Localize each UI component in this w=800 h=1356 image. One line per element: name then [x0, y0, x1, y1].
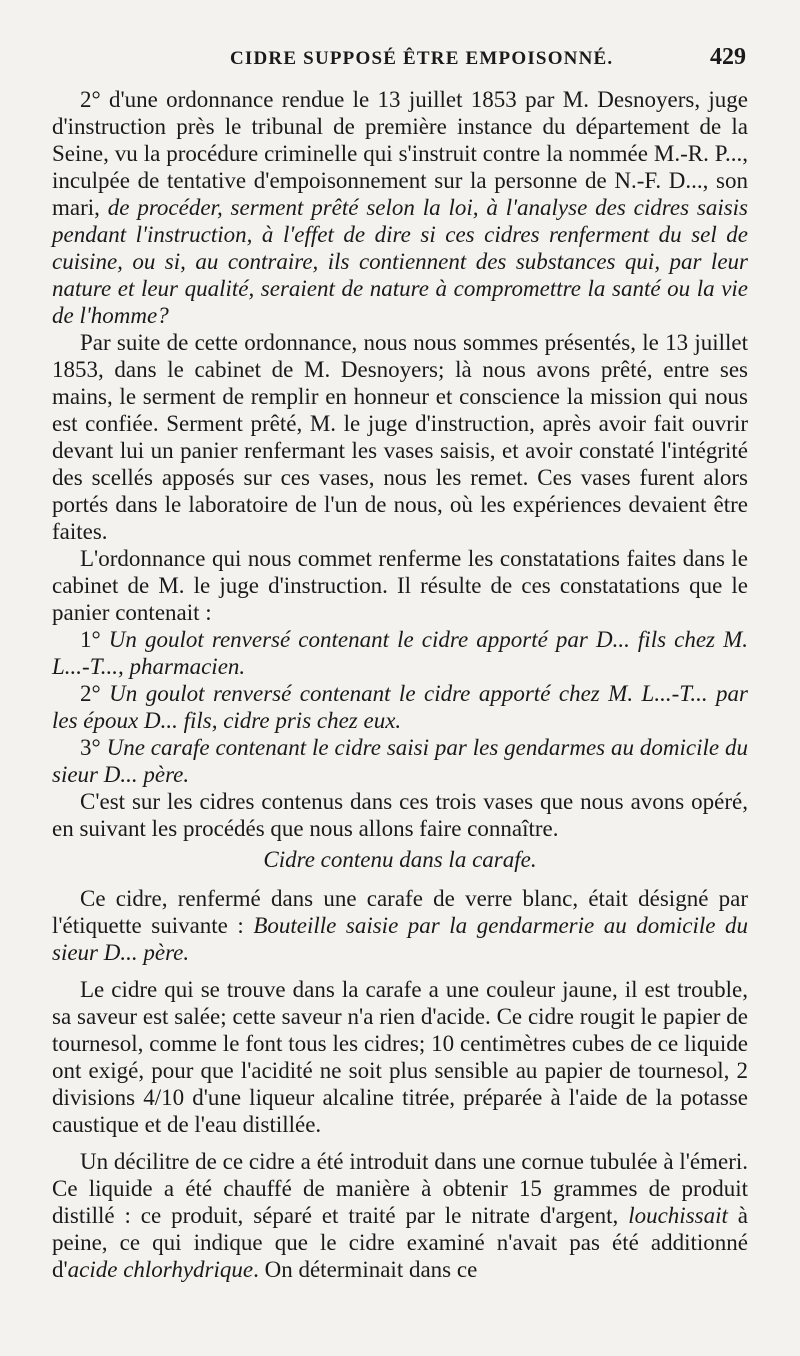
list-item-1-text: Un goulot renversé contenant le cidre apporté par D... fils chez M. L...-T..., pharmacien.	[52, 627, 748, 679]
list-item-2-number: 2°	[80, 681, 110, 706]
paragraph-decilitre-part-a: Un décilitre de ce cidre a été introduit dans une cornue tubulée à l'émeri. Ce liquide a été chauffé de manière à obtenir 15 grammes de produit distillé : ce produit, séparé et traité par le nitrate d'argent,	[52, 1149, 748, 1228]
paragraph-decilitre-italic-acide: acide chlorhydrique	[67, 1257, 254, 1282]
paragraph-couleur: Le cidre qui se trouve dans la carafe a une couleur jaune, il est trouble, sa saveur est salée; cette saveur n'a rien d'acide. Ce cidre rougit le papier de tournesol, comme le font tous les cidres; 10 centimètres cubes de ce liquide ont exigé, pour que l'acidité ne soit plus sensible au papier de tournesol, 2 divisions 4/10 d'une liqueur alcaline titrée, préparée à l'aide de la potasse caustique et de l'eau distillée.	[52, 977, 748, 1137]
paragraph-decilitre	[52, 1148, 748, 1283]
section-heading: Cidre contenu dans la carafe.	[263, 847, 537, 872]
paragraph-serment: Par suite de cette ordonnance, nous nous sommes présentés, le 13 juillet 1853, dans le cabinet de M. Desnoyers; là nous avons prêté, entre ses mains, le serment de remplir en honneur et conscience la mission qui nous est confiée. Serment prêté, M. le juge d'instruction, après avoir fait ouvrir devant lui un panier renfermant les vases saisis, et avoir constaté l'intégrité des scellés apposés sur ces vases, nous les remet. Ces vases furent alors portés dans le laboratoire de l'un de nous, où les expériences devaient être faites.	[52, 330, 748, 544]
list-item-3	[52, 734, 748, 788]
list-item-1	[52, 626, 748, 680]
list-item-2-text: Un goulot renversé contenant le cidre apporté chez M. L...-T... par les époux D... fils, cidre pris chez eux.	[52, 681, 748, 733]
page-number: 429	[710, 44, 746, 70]
paragraph-carafe-italic: Bouteille saisie par la gendarmerie au domicile du sieur D... père.	[52, 913, 749, 965]
paragraph-carafe	[52, 885, 748, 966]
paragraph-ordonnance-italic: de procéder, serment prêté selon la loi, à l'analyse des cidres saisis pendant l'instruction, à l'effet de dire si ces cidres renferment du sel de cuisine, ou si, au contraire, ils contiennent des substances qui, par leur nature et leur qualité, seraient de nature à compromettre la santé ou la vie de l'homme?	[52, 195, 749, 328]
paragraph-constatations: L'ordonnance qui nous commet renferme les constatations faites dans le cabinet de M. le juge d'instruction. Il résulte de ces constatations que le panier contenait :	[52, 546, 748, 625]
running-head	[0, 44, 800, 74]
paragraph-decilitre-part-e: . On déterminait dans ce	[253, 1257, 478, 1282]
list-item-3-number: 3°	[80, 735, 107, 760]
paragraph-decilitre-italic-louchissait: louchissait	[628, 1203, 728, 1228]
body-text	[52, 86, 748, 1283]
paragraph-decilitre-part-c: à peine, ce qui indique que le cidre examiné n'avait pas été additionné d'	[52, 1203, 748, 1282]
running-title: CIDRE SUPPOSÉ ÊTRE EMPOISONNÉ.	[230, 48, 614, 69]
paragraph-ordonnance	[52, 86, 748, 329]
list-item-1-number: 1°	[80, 627, 109, 652]
paragraph-trois-vases: C'est sur les cidres contenus dans ces trois vases que nous avons opéré, en suivant les procédés que nous allons faire connaître.	[52, 789, 748, 841]
list-item-2	[52, 680, 748, 734]
paragraph-carafe-roman: Ce cidre, renfermé dans une carafe de verre blanc, était désigné par l'étiquette suivante :	[52, 886, 748, 938]
paragraph-ordonnance-roman: 2° d'une ordonnance rendue le 13 juillet 1853 par M. Desnoyers, juge d'instruction près le tribunal de première instance du département de la Seine, vu la procédure criminelle qui s'instruit contre la nommée M.-R. P..., inculpée de tentative d'empoisonnement sur la personne de N.-F. D..., son mari,	[52, 87, 748, 220]
list-item-3-text: Une carafe contenant le cidre saisi par les gendarmes au domicile du sieur D... père.	[52, 735, 748, 787]
